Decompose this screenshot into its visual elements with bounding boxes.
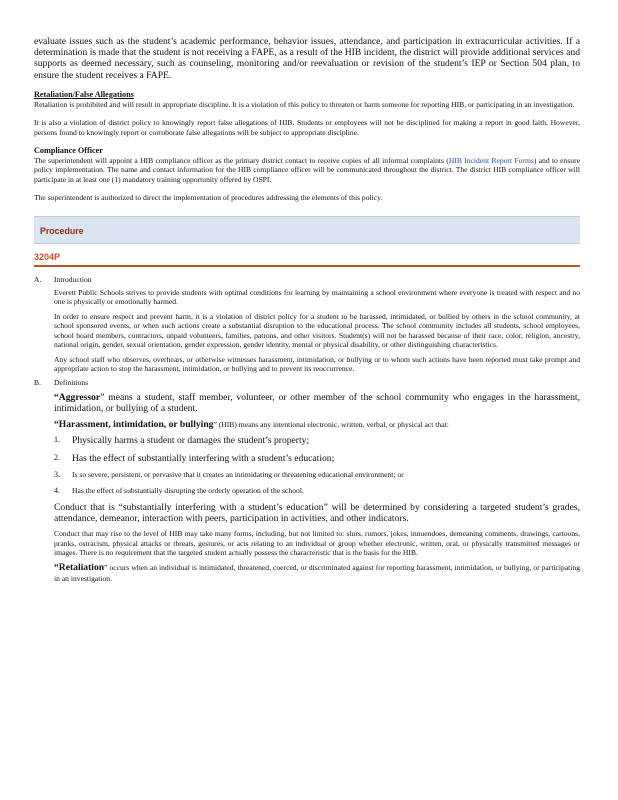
section-b-marker: B. [34, 378, 41, 388]
list-item-text: Has the effect of substantially disrupting the orderly operation of the school. [72, 485, 304, 495]
section-b-title: Definitions [54, 378, 89, 388]
list-item-number: 3. [54, 469, 60, 479]
section-a-paragraph-1: Everett Public Schools strives to provide students with optimal conditions for learning by maintaining a school environment where everyone is treated with respect and no one is physically or emotionally harmed. [54, 288, 580, 307]
compliance-heading: Compliance Officer [34, 146, 103, 156]
list-item-number: 1. [54, 435, 60, 445]
section-a-header [34, 275, 580, 284]
retaliation-text: ” occurs when an individual is intimidated, threatened, coerced, or discriminated against for reporting harassment, intimidation, or bullying, or participating in an investigation. [54, 563, 580, 583]
list-item-text: Has the effect of substantially interfering with a student’s education; [72, 452, 335, 464]
section-a-paragraph-2: In order to ensure respect and prevent harm, it is a violation of district policy for a student to be harassed, intimidated, or bullied by others in the school community, at school sponsored events, or when such actions create a substantial disruption to the educational process. The school community includes all students, school employees, school board members, contractors, unpaid volunteers, families, patrons, and other visitors. Student(s) will not be harassed because of their race, color, religion, ancestry, national origin, gender, sexual orientation, gender expression, gender identity, mental or physical disability, or other distinguishing characteristics. [54, 311, 580, 350]
retaliation-definition [54, 562, 580, 583]
compliance-paragraph-2: The superintendent is authorized to direct the implementation of procedures addressing the elements of this policy. [34, 193, 383, 203]
list-item-number: 4. [54, 485, 60, 495]
compliance-paragraph-1 [34, 156, 580, 184]
intro-paragraph: evaluate issues such as the student’s academic performance, behavior issues, attendance, and participation in extracurricular activities. If a determination is made that the student is not receiving a FAPE, as a result of the HIB incident, the district will provide additional services and supports as deemed necessary, such as counseling, monitoring and/or reevaluation or revision of the student’s IEP or Section 504 plan, to ensure the student receives a FAPE. [34, 36, 580, 81]
hib-report-forms-link[interactable]: HIB Incident Report Forms [448, 156, 534, 166]
section-a-paragraph-3: Any school staff who observes, overhears, or otherwise witnesses harassment, intimidation, or bullying or to whom such actions have been reported must take prompt and appropriate action to stop the harassment, intimidation, or bullying and to prevent its reoccurrence. [54, 354, 580, 373]
document-page [34, 36, 580, 583]
list-item [54, 435, 580, 446]
retaliation-heading: Retaliation/False Allegations [34, 89, 134, 99]
section-a-marker: A. [34, 274, 42, 284]
section-a-title: Introduction [54, 274, 92, 284]
retaliation-term: “Retaliation [54, 562, 105, 574]
aggressor-term: “Aggressor [54, 391, 101, 403]
list-item [54, 486, 580, 496]
list-item-text: Physically harms a student or damages the student’s property; [72, 435, 310, 447]
aggressor-text: ” means a student, staff member, volunteer, or other member of the school community who engages in the harassment, intimidation, or bullying of a student. [54, 391, 580, 414]
compliance-text-post: ) and to ensure policy implementation. The name and contact information for the HIB compliance officer will be communicated throughout the district. The district HIB compliance officer will participate in at least one (1) mandatory training opportunity offered by OSPI. [34, 156, 580, 184]
conduct-paragraph: Conduct that is “substantially interfering with a student’s education” will be determined by considering a targeted student’s grades, attendance, demeanor, interaction with peers, participation in activities, and other indicators. [54, 501, 580, 524]
list-item [54, 470, 580, 480]
retaliation-paragraph-1: Retaliation is prohibited and will result in appropriate discipline. It is a violation of this policy to threaten or harm someone for reporting HIB, or participating in an investigation. [34, 99, 575, 109]
list-item-text: Is so severe, persistent, or pervasive that it creates an intimidating or threatening educational environment; or [72, 469, 404, 479]
list-item-number: 2. [54, 452, 60, 462]
section-b-header [34, 378, 580, 387]
retaliation-paragraph-2: It is also a violation of district policy to knowingly report false allegations of HIB. Students or employees will not be disciplined for making a report in good faith. However, persons found to knowingly report or corroborate false allegations will be subject to appropriate discipline. [34, 118, 580, 137]
procedure-banner [34, 216, 580, 244]
procedure-code: 3204P [34, 252, 580, 267]
aggressor-definition [54, 392, 580, 414]
hib-definition [54, 419, 580, 430]
conduct-forms-paragraph: Conduct that may rise to the level of HIB may take many forms, including, but not limited to: slurs, rumors, jokes, innuendoes, demeaning comments, drawings, cartoons, pranks, ostracism, physical attacks or threats, gestures, or acts relating to an individual or group whether electronic, written, oral, or physically transmitted messages or images. There is no requirement that the targeted student actually possess the characteristic that is the basis for the HIB. [54, 529, 580, 557]
list-item [54, 453, 580, 464]
procedure-banner-label: Procedure [40, 225, 84, 236]
hib-text: ” (HIB) means any intentional electronic, written, verbal, or physical act that: [213, 420, 449, 430]
compliance-text-pre: The superintendent will appoint a HIB compliance officer as the primary district contact to receive copies of all informal complaints ( [34, 156, 449, 166]
hib-term: “Harassment, intimidation, or bullying [54, 419, 214, 431]
